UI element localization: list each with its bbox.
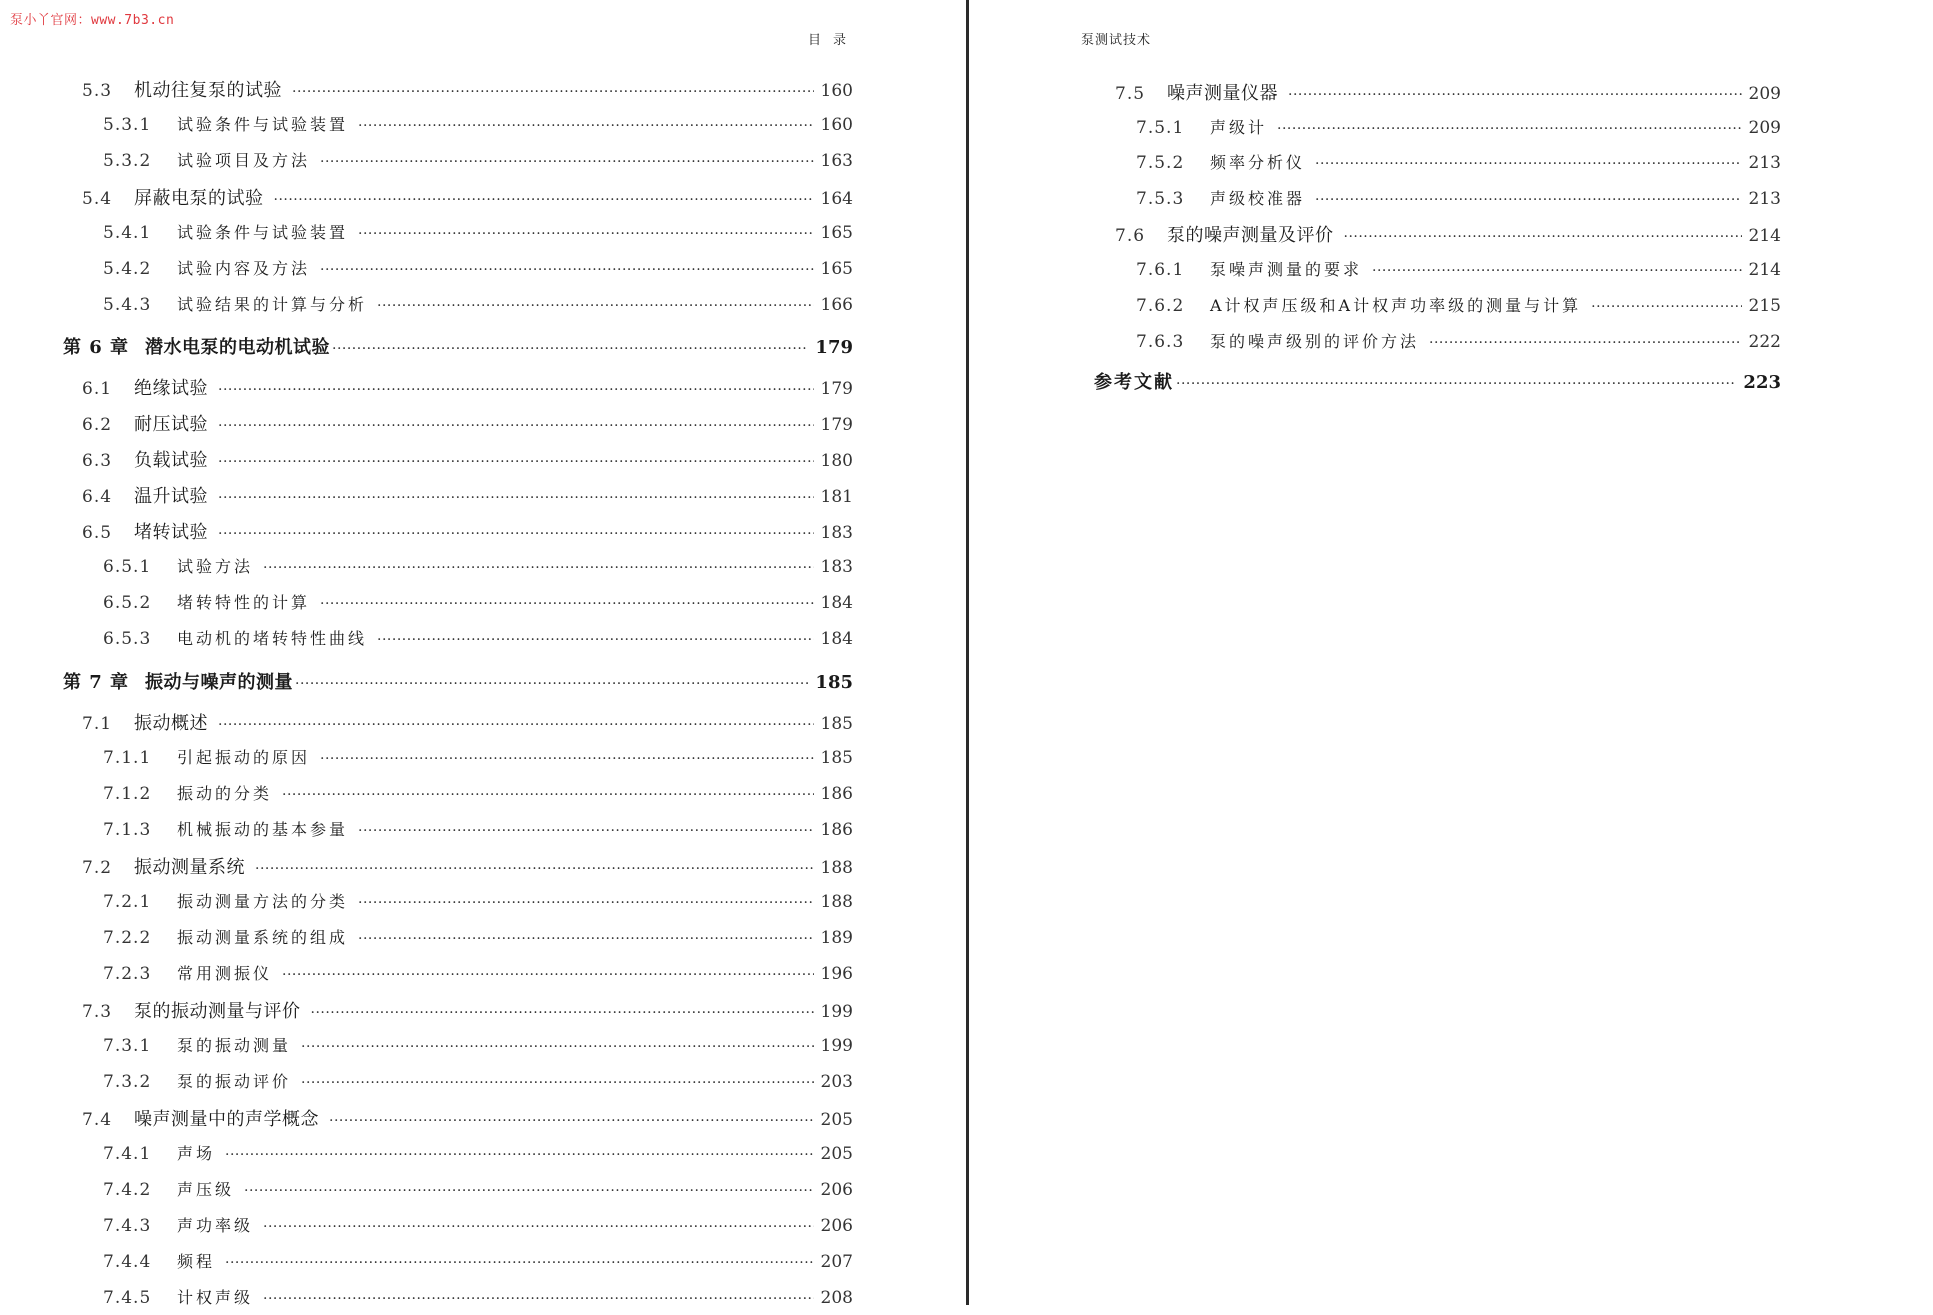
toc-entry-number: 7.4.1 <box>103 1144 152 1164</box>
toc-entry-title: 堵转试验 <box>134 522 208 543</box>
dot-leader <box>1315 156 1742 172</box>
toc-entry-number: 6.3 <box>82 451 113 471</box>
toc-entry <box>103 889 853 919</box>
toc-entry-title: A计权声压级和A计权声功率级的测量与计算 <box>1210 296 1582 315</box>
toc-entry-number: 7.4.3 <box>103 1216 152 1236</box>
dot-leader <box>358 895 814 911</box>
toc-entry-number: 5.3.2 <box>103 151 152 171</box>
toc-entry-title: 泵的振动测量与评价 <box>134 1001 301 1022</box>
toc-entry-number: 5.4.1 <box>103 223 152 243</box>
dot-leader <box>1315 192 1742 208</box>
toc-entry-title: 常用测振仪 <box>177 964 273 983</box>
toc-entry <box>82 853 853 883</box>
toc-entry-number: 7.2.2 <box>103 928 152 948</box>
toc-entry-number: 5.4.2 <box>103 259 152 279</box>
toc-entry-title: 声场 <box>177 1144 216 1163</box>
toc-entry-page-number: 213 <box>1748 189 1781 209</box>
toc-entry-title: 电动机的堵转特性曲线 <box>177 629 368 648</box>
toc-entry-number: 7.4.5 <box>103 1288 152 1308</box>
toc-entry-number: 6.1 <box>82 379 113 399</box>
toc-entry-number: 7.4.4 <box>103 1252 152 1272</box>
toc-entry-number: 7.1.2 <box>103 784 152 804</box>
toc-entry-title: 试验条件与试验装置 <box>177 223 349 242</box>
toc-entry-number: 7.3.2 <box>103 1072 152 1092</box>
toc-entry-title: 泵的噪声测量及评价 <box>1167 225 1334 246</box>
toc-entry-title: 机动往复泵的试验 <box>134 80 282 101</box>
toc-entry-page-number: 160 <box>820 115 853 135</box>
dot-leader <box>1591 299 1741 315</box>
toc-entry-page-number: 160 <box>820 81 853 101</box>
watermark: 泵小丫官网：www.7b3.cn <box>10 13 175 28</box>
toc-entry <box>103 1141 853 1171</box>
toc-entry-page-number: 180 <box>820 451 853 471</box>
toc-entry-page-number: 205 <box>820 1110 853 1130</box>
toc-entry-page-number: 206 <box>820 1216 853 1236</box>
toc-entry <box>1094 368 1781 398</box>
toc-entry-number: 7.5.1 <box>1136 118 1185 138</box>
toc-entry-title: 振动概述 <box>134 713 208 734</box>
toc-entry-title: 试验条件与试验装置 <box>177 115 349 134</box>
dot-leader <box>255 861 814 877</box>
dot-leader <box>218 526 814 542</box>
toc-entry-page-number: 181 <box>820 487 853 507</box>
dot-leader <box>295 676 808 692</box>
toc-entry-title: 泵的振动评价 <box>177 1072 292 1091</box>
toc-entry-number: 7.6.1 <box>1136 260 1185 280</box>
page-divider <box>966 0 969 1305</box>
toc-entry <box>82 1105 853 1135</box>
dot-leader <box>282 967 814 983</box>
toc-entry-page-number: 165 <box>820 259 853 279</box>
dot-leader <box>225 1147 814 1163</box>
toc-entry <box>82 997 853 1027</box>
toc-entry-title: 潜水电泵的电动机试验 <box>145 337 330 358</box>
toc-entry <box>103 256 853 286</box>
dot-leader <box>332 341 808 357</box>
toc-entry <box>82 446 853 476</box>
toc-entry-page-number: 179 <box>815 337 853 358</box>
toc-entry <box>82 76 853 106</box>
dot-leader <box>1372 263 1742 279</box>
toc-entry-page-number: 166 <box>820 295 853 315</box>
toc-entry <box>1136 293 1781 323</box>
toc-entry-number: 7.4 <box>82 1110 113 1130</box>
toc-entry-page-number: 179 <box>820 415 853 435</box>
toc-entry-title: 声压级 <box>177 1180 235 1199</box>
toc-entry-title: 耐压试验 <box>134 414 208 435</box>
toc-entry-page-number: 209 <box>1748 84 1781 104</box>
toc-entry-title: 计权声级 <box>177 1288 254 1307</box>
toc-entry-number: 6.5.1 <box>103 557 152 577</box>
toc-entry <box>103 112 853 142</box>
toc-entry-title: 屏蔽电泵的试验 <box>134 188 264 209</box>
toc-entry <box>1136 115 1781 145</box>
toc-entry-title: 试验内容及方法 <box>177 259 311 278</box>
toc-entry-page-number: 196 <box>820 964 853 984</box>
dot-leader <box>1344 229 1742 245</box>
toc-entry-page-number: 186 <box>820 784 853 804</box>
toc-entry <box>1136 186 1781 216</box>
toc-entry <box>103 1177 853 1207</box>
toc-entry-title: 声级计 <box>1210 118 1268 137</box>
toc-entry <box>82 410 853 440</box>
toc-entry-title: 频率分析仪 <box>1210 153 1306 172</box>
toc-entry-number: 7.4.2 <box>103 1180 152 1200</box>
dot-leader <box>311 1005 814 1021</box>
toc-entry <box>63 333 853 363</box>
toc-entry <box>103 1033 853 1063</box>
dot-leader <box>282 787 814 803</box>
toc-entry <box>82 482 853 512</box>
toc-entry-page-number: 184 <box>820 593 853 613</box>
toc-entry-title: 噪声测量仪器 <box>1167 83 1278 104</box>
toc-entry <box>103 925 853 955</box>
dot-leader <box>358 931 814 947</box>
dot-leader <box>358 118 814 134</box>
toc-entry <box>103 961 853 991</box>
toc-entry-number: 5.3 <box>82 81 113 101</box>
toc-entry-title: 堵转特性的计算 <box>177 593 311 612</box>
toc-entry <box>103 590 853 620</box>
dot-leader <box>320 154 814 170</box>
toc-entry <box>1136 329 1781 359</box>
toc-entry-title: 频程 <box>177 1252 216 1271</box>
toc-entry-page-number: 213 <box>1748 153 1781 173</box>
toc-entry-page-number: 184 <box>820 629 853 649</box>
dot-leader <box>329 1113 814 1129</box>
dot-leader <box>218 454 814 470</box>
toc-entry-title: 泵噪声测量的要求 <box>1210 260 1363 279</box>
toc-entry-page-number: 185 <box>820 748 853 768</box>
toc-entry-page-number: 205 <box>820 1144 853 1164</box>
dot-leader <box>263 1219 814 1235</box>
toc-entry-title: 振动测量系统 <box>134 857 245 878</box>
toc-entry-page-number: 199 <box>820 1002 853 1022</box>
toc-entry-page-number: 214 <box>1748 260 1781 280</box>
toc-entry-page-number: 185 <box>815 672 853 693</box>
dot-leader <box>218 418 814 434</box>
dot-leader <box>218 490 814 506</box>
toc-entry-title: 振动测量方法的分类 <box>177 892 349 911</box>
toc-entry-page-number: 214 <box>1748 226 1781 246</box>
toc-entry-title: 声级校准器 <box>1210 189 1306 208</box>
toc-entry-number: 7.6.3 <box>1136 332 1185 352</box>
dot-leader <box>358 823 814 839</box>
toc-entry-number: 7.3 <box>82 1002 113 1022</box>
toc-entry <box>103 626 853 656</box>
toc-entry-title: 振动的分类 <box>177 784 273 803</box>
toc-entry <box>1136 150 1781 180</box>
toc-entry-page-number: 199 <box>820 1036 853 1056</box>
toc-entry-page-number: 215 <box>1748 296 1781 316</box>
toc-entry-title: 负载试验 <box>134 450 208 471</box>
toc-entry-number: 7.1.3 <box>103 820 152 840</box>
toc-entry <box>103 1249 853 1279</box>
toc-entry-title: 噪声测量中的声学概念 <box>134 1109 319 1130</box>
toc-entry-number: 7.6 <box>1115 226 1146 246</box>
toc-entry <box>63 668 853 698</box>
dot-leader <box>1176 376 1736 392</box>
toc-entry-page-number: 183 <box>820 557 853 577</box>
toc-entry <box>103 292 853 322</box>
toc-entry-title: 振动测量系统的组成 <box>177 928 349 947</box>
dot-leader <box>320 596 814 612</box>
toc-entry <box>82 184 853 214</box>
dot-leader <box>292 84 814 100</box>
toc-entry-number: 7.5.3 <box>1136 189 1185 209</box>
dot-leader <box>320 262 814 278</box>
dot-leader <box>301 1039 814 1055</box>
dot-leader <box>1288 87 1742 103</box>
toc-entry-title: 温升试验 <box>134 486 208 507</box>
toc-entry-page-number: 164 <box>820 189 853 209</box>
toc-entry-title: 机械振动的基本参量 <box>177 820 349 839</box>
toc-entry-number: 6.2 <box>82 415 113 435</box>
toc-entry-page-number: 209 <box>1748 118 1781 138</box>
toc-entry-number: 6.5 <box>82 523 113 543</box>
toc-entry-title: 振动与噪声的测量 <box>145 672 293 693</box>
toc-entry-page-number: 163 <box>820 151 853 171</box>
toc-entry <box>82 709 853 739</box>
toc-entry-number: 7.5 <box>1115 84 1146 104</box>
toc-entry <box>103 148 853 178</box>
toc-entry-title: 试验结果的计算与分析 <box>177 295 368 314</box>
toc-entry-page-number: 186 <box>820 820 853 840</box>
toc-entry-title: 泵的振动测量 <box>177 1036 292 1055</box>
toc-entry-number: 7.6.2 <box>1136 296 1185 316</box>
dot-leader <box>218 717 814 733</box>
toc-entry-number: 6.4 <box>82 487 113 507</box>
dot-leader <box>301 1075 814 1091</box>
toc-entry-number: 7.3.1 <box>103 1036 152 1056</box>
toc-entry-number: 6.5.2 <box>103 593 152 613</box>
toc-entry-page-number: 208 <box>820 1288 853 1308</box>
toc-entry-page-number: 222 <box>1748 332 1781 352</box>
dot-leader <box>218 382 814 398</box>
dot-leader <box>377 298 814 314</box>
toc-entry-title: 试验方法 <box>177 557 254 576</box>
toc-entry-number: 7.2.3 <box>103 964 152 984</box>
toc-entry <box>103 1285 853 1315</box>
toc-entry <box>103 1069 853 1099</box>
running-header-right: 泵测试技术 <box>1081 33 1152 48</box>
toc-entry-title: 泵的噪声级别的评价方法 <box>1210 332 1420 351</box>
toc-entry-page-number: 165 <box>820 223 853 243</box>
toc-entry-page-number: 206 <box>820 1180 853 1200</box>
toc-entry-number: 第 7 章 <box>63 672 130 693</box>
toc-entry <box>103 220 853 250</box>
toc-entry-title: 引起振动的原因 <box>177 748 311 767</box>
toc-entry-page-number: 183 <box>820 523 853 543</box>
dot-leader <box>274 192 814 208</box>
dot-leader <box>244 1183 814 1199</box>
toc-entry <box>1136 257 1781 287</box>
dot-leader <box>1429 335 1742 351</box>
toc-entry-number: 5.4 <box>82 189 113 209</box>
toc-entry <box>103 781 853 811</box>
dot-leader <box>377 632 814 648</box>
toc-entry-page-number: 189 <box>820 928 853 948</box>
toc-entry-page-number: 203 <box>820 1072 853 1092</box>
toc-entry-number: 5.4.3 <box>103 295 152 315</box>
toc-entry <box>103 817 853 847</box>
toc-entry-number: 6.5.3 <box>103 629 152 649</box>
running-header-left: 目录 <box>808 33 859 48</box>
toc-entry-number: 7.2 <box>82 858 113 878</box>
toc-entry-page-number: 185 <box>820 714 853 734</box>
toc-entry <box>103 554 853 584</box>
toc-entry-page-number: 207 <box>820 1252 853 1272</box>
toc-entry-number: 7.5.2 <box>1136 153 1185 173</box>
dot-leader <box>358 226 814 242</box>
toc-entry-title: 绝缘试验 <box>134 378 208 399</box>
toc-entry <box>1115 79 1781 109</box>
toc-entry-page-number: 188 <box>820 858 853 878</box>
toc-entry-number: 第 6 章 <box>63 337 130 358</box>
toc-entry-page-number: 179 <box>820 379 853 399</box>
dot-leader <box>263 560 814 576</box>
toc-entry-page-number: 188 <box>820 892 853 912</box>
toc-entry <box>82 374 853 404</box>
toc-entry-number: 7.2.1 <box>103 892 152 912</box>
toc-entry <box>1115 221 1781 251</box>
toc-entry-title: 试验项目及方法 <box>177 151 311 170</box>
toc-entry-title: 参考文献 <box>1094 372 1174 393</box>
toc-entry-number: 7.1.1 <box>103 748 152 768</box>
toc-entry <box>82 518 853 548</box>
dot-leader <box>1277 121 1742 137</box>
toc-entry-page-number: 223 <box>1743 372 1781 393</box>
toc-entry <box>103 1213 853 1243</box>
dot-leader <box>320 751 814 767</box>
toc-entry-title: 声功率级 <box>177 1216 254 1235</box>
toc-entry <box>103 745 853 775</box>
toc-entry-number: 7.1 <box>82 714 113 734</box>
dot-leader <box>225 1255 814 1271</box>
toc-entry-number: 5.3.1 <box>103 115 152 135</box>
